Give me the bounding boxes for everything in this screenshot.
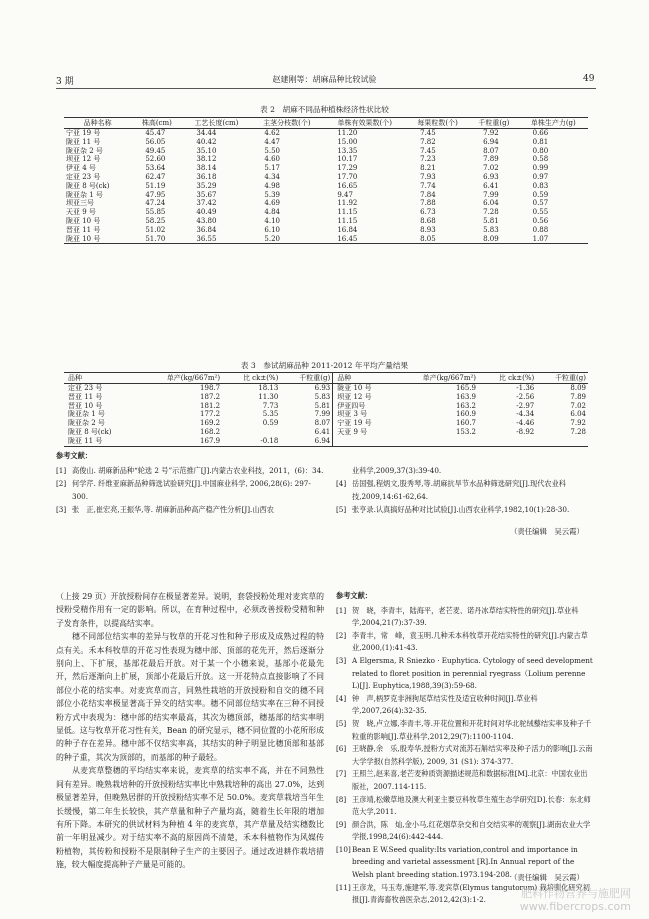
table2-cell: 5.17 xyxy=(264,164,280,173)
table3-cell: 7.89 xyxy=(570,392,586,401)
table2-cell: 47.95 xyxy=(145,190,166,199)
table2-col-header: 单株有效果数(个) xyxy=(323,118,406,129)
table2-cell: 49.45 xyxy=(145,146,166,155)
reference-text: Bean E W.Seed quality:Its variation,control and importance in breeding and varietal assessment [R].In Annual report of the Welsh plant breeding station.1973.194-208. xyxy=(352,844,578,880)
table3-cell: 198.7 xyxy=(200,384,221,392)
table2-cell: 陇亚 8 号(ck) xyxy=(66,181,110,190)
table3-cell: 8.09 xyxy=(570,384,586,392)
table3-cell: 6.94 xyxy=(314,436,331,445)
reference-number xyxy=(336,464,352,477)
table2-header-row xyxy=(64,118,588,129)
table3-cell: 167.9 xyxy=(200,436,221,445)
table2-cell: 16.65 xyxy=(337,181,358,190)
references-bottom xyxy=(336,590,594,907)
table2-cell: 7.23 xyxy=(420,155,436,164)
table2-cell: 16.84 xyxy=(337,225,358,234)
table-row xyxy=(64,164,588,173)
reference-item xyxy=(336,743,594,768)
table-row xyxy=(64,217,588,226)
table3-cell: 187.2 xyxy=(200,392,221,401)
table3-cell: 陇亚 10 号 xyxy=(333,384,393,393)
table-row xyxy=(64,226,588,235)
table2-cell: 7.82 xyxy=(420,137,436,146)
table3-cell: -0.18 xyxy=(260,436,279,445)
editor-credit-top: （责任编辑 吴云霞） xyxy=(510,527,584,536)
table2-cell: 15.00 xyxy=(337,137,358,146)
table-row xyxy=(64,199,588,208)
reference-text: 贺 晓,卢立娜,李青丰,等.开花位置和开花时间对华北驼绒藜结实率及种子千粒重的影响[J].草业科学,2012,29(7):1100-1104. xyxy=(352,718,592,741)
table2-cell: 11.20 xyxy=(337,129,358,137)
references-top-left xyxy=(56,449,324,516)
reference-text: 贺 晓，李青丰，陆海平，老芒麦、诺丹冰草结实特性的研究[J].草业科学,2004,21(7):37-39. xyxy=(352,605,579,628)
header-rule xyxy=(56,88,596,89)
table2-col-header: 千粒重(g) xyxy=(469,118,519,129)
table-row xyxy=(64,138,588,147)
table2-cell: 陇亚 10 号 xyxy=(66,234,101,243)
reference-number: [10] xyxy=(336,844,351,854)
table2-cell: 38.14 xyxy=(196,164,217,173)
table2-cell: 4.98 xyxy=(264,181,280,190)
table2-cell: 56.05 xyxy=(145,137,166,146)
table3-cell: 181.2 xyxy=(200,401,221,410)
reference-text: 王彦龙，马玉寿,施建军,等.麦宾草(Elymus tangutorum) 栽培驯化研究初报[J].青海畜牧兽医杂志,2012,42(3):1-2. xyxy=(352,882,590,905)
table2-cell: 8.07 xyxy=(483,146,499,155)
reference-item xyxy=(336,819,594,844)
table2-cell: 5.50 xyxy=(264,146,280,155)
table-row xyxy=(64,182,588,191)
table2-cell: 5.39 xyxy=(264,190,280,199)
table3-cell: -4.46 xyxy=(516,419,535,428)
table3-cell: 169.2 xyxy=(200,419,221,428)
table3-cell: 153.2 xyxy=(455,427,476,436)
table3-col-header: 比 ck±(%) xyxy=(478,373,536,384)
table2-col-header: 品种名称 xyxy=(64,118,131,129)
table2-col-header: 主茎分枝数(个) xyxy=(250,118,323,129)
table-row xyxy=(64,235,588,244)
reference-text: 颜合洪，陈 灿,金小马,红花烟草杂交和自交结实率的观察[J].湖南农业大学学报,1998,24(6):442-444. xyxy=(352,819,591,842)
table3-cell: 160.9 xyxy=(455,410,476,419)
table2-cell: 13.35 xyxy=(337,146,358,155)
table2-cell: 35.10 xyxy=(196,146,217,155)
table2-cell: 35.29 xyxy=(196,181,217,190)
table3-cell xyxy=(536,437,588,446)
table2-cell: 45.47 xyxy=(145,129,166,137)
table3-cell: 定亚 23 号 xyxy=(68,384,103,392)
table2-cell: 7.45 xyxy=(420,129,436,137)
table2-cell: 51.02 xyxy=(145,225,166,234)
body-paragraph: （上接 29 页）开放授粉间存在极显著差异。说明，套袋授粉处理对麦宾草的授粉受精作用有一定的影响。所以，在育种过程中，必须改善授粉受精和种子发育条件，以提高结实率。 xyxy=(56,592,324,628)
table2-cell: 9.47 xyxy=(337,190,353,199)
table-row xyxy=(64,173,588,182)
editor-credit-bottom: （责任编辑 吴云霞） xyxy=(510,873,584,882)
reference-text: A Elgersma, R Sniezko · Euphytica. Cytology of seed development related to floret position in perennial ryegrass（Lolium perenne L)[J]. Euphytica,1988,39(3):59-68. xyxy=(352,655,593,691)
table2-cell: 坝亚 12 号 xyxy=(66,155,101,164)
table3-cell: 晋亚 10 号 xyxy=(68,401,103,410)
table-row xyxy=(64,129,588,138)
reference-text: 钟 声,柄罗克非洲狗尾草结实性及适宜收种时间[J].草业科学,2007,26(4):32-35. xyxy=(352,693,538,716)
table2-cell: 6.93 xyxy=(483,172,499,181)
table2-cell: 8.68 xyxy=(420,216,436,225)
table3-cell: 5.81 xyxy=(314,401,331,410)
table2-cell: 17.29 xyxy=(337,164,358,173)
table2-cell: 36.84 xyxy=(196,225,217,234)
reference-number: [3] xyxy=(56,505,67,514)
table2-cell: 7.74 xyxy=(420,181,436,190)
table2-cell: 陇亚 10 号 xyxy=(66,216,101,225)
table2-cell: 47.24 xyxy=(145,199,166,208)
table2-cell: 37.42 xyxy=(196,199,217,208)
reference-text: 业科学,2009,37(3):39-40. xyxy=(352,466,442,475)
table2-cell: 0.99 xyxy=(532,164,549,173)
reference-item xyxy=(336,605,594,630)
table2-cell: 陇亚杂 2 号 xyxy=(66,146,103,155)
table2-cell: 定亚 23 号 xyxy=(66,172,101,181)
table2-cell: 陇亚 11 号 xyxy=(66,137,101,146)
table2-col-header: 株高(cm) xyxy=(131,118,182,129)
reference-text: 李青丰，常 峰，袁玉明.几种禾本科牧草开花结实特性的研究[J].内蒙古草业,2000,(1):41-43. xyxy=(352,630,588,653)
table2-cell: 38.12 xyxy=(196,155,217,164)
table3-cell: 7.73 xyxy=(262,401,279,410)
table3-cell: 163.2 xyxy=(455,401,476,410)
table2-caption: 表 2 胡麻不同品种植株经济性状比较 xyxy=(260,105,389,114)
table2-cell: 40.49 xyxy=(196,208,217,217)
table3-cell: 177.2 xyxy=(200,410,221,419)
reference-text: 张 正,崔宏亮,王振华,等. 胡麻新品种高产稳产性分析[J].山西农 xyxy=(72,505,274,514)
reference-item xyxy=(336,464,594,477)
table2-cell: 16.45 xyxy=(337,234,358,243)
table-row xyxy=(64,384,588,393)
table2-cell: 5.81 xyxy=(483,216,499,225)
table2-cell: 52.60 xyxy=(145,155,166,164)
watermark-line2: www.fibercrops.com xyxy=(519,900,631,913)
running-title: 赵建刚等：胡麻品种比较试验 xyxy=(272,75,377,84)
table2-cell: 7.84 xyxy=(420,190,436,199)
table2-cell: 7.45 xyxy=(420,146,436,155)
table3-cell: 6.93 xyxy=(314,384,331,392)
table-row xyxy=(64,428,588,437)
table3 xyxy=(64,372,588,447)
table3-cell xyxy=(333,437,393,446)
table2-cell: 0.66 xyxy=(532,129,549,137)
reference-text: 张亨录.认真搞好品种对比试验[J].山西农业科学,1982,10(1):28-30. xyxy=(352,505,570,514)
table2-cell: 6.73 xyxy=(420,208,436,217)
table2-cell: 天亚 9 号 xyxy=(66,208,96,217)
reference-item xyxy=(336,794,594,819)
table3-cell: 陇亚杂 1 号 xyxy=(68,410,105,419)
table2-cell: 11.15 xyxy=(337,208,358,217)
reference-number: [7] xyxy=(336,769,347,779)
table2-cell: 0.56 xyxy=(532,216,549,225)
table2-cell: 4.69 xyxy=(264,199,280,208)
running-header xyxy=(0,0,649,90)
table2-cell: 7.92 xyxy=(483,129,499,137)
table3-cell xyxy=(222,428,280,437)
reference-number: [8] xyxy=(336,794,347,804)
table2-cell: 51.19 xyxy=(145,181,166,190)
reference-number: [5] xyxy=(336,718,347,728)
table2-cell: 0.57 xyxy=(532,199,549,208)
table2-cell: 36.55 xyxy=(196,234,217,243)
reference-number: [9] xyxy=(336,819,347,829)
table-row xyxy=(64,147,588,156)
reference-text: 王晓静,余 乐,殷寿华,授粉方式对流苏石斛结实率及种子活力的影响[J].云南大学学报(自然科学版), 2009, 31 (S1): 374-377. xyxy=(352,744,593,766)
table2-cell: 0.88 xyxy=(532,225,549,234)
table3-caption: 表 3 参试胡麻品种 2011-2012 年平均产量结果 xyxy=(240,361,409,370)
issue-label: 3 期 xyxy=(56,77,74,87)
table2-col-header: 单株生产力(g) xyxy=(519,118,588,129)
table3-col-header: 单产(kg/667m²) xyxy=(393,373,478,384)
table2-cell: 7.28 xyxy=(483,208,499,217)
table2-cell: 6.10 xyxy=(264,225,280,234)
table2-cell: 34.44 xyxy=(196,129,217,137)
table2-cell: 0.81 xyxy=(532,137,549,146)
reference-number: [6] xyxy=(336,744,347,754)
table2-cell: 4.62 xyxy=(264,129,280,137)
table3-col-header: 比 ck±(%) xyxy=(222,373,280,384)
table3-cell: 陇亚 11 号 xyxy=(68,436,103,445)
table3-cell: 5.35 xyxy=(262,410,279,419)
table3-cell: 坝亚 3 号 xyxy=(333,410,393,419)
table2-cell: 43.80 xyxy=(196,216,217,225)
table2-cell: 晋亚 11 号 xyxy=(66,225,101,234)
table3-cell: 11.30 xyxy=(258,392,279,401)
table3-cell: 168.2 xyxy=(200,427,221,436)
table3-cell: 163.9 xyxy=(455,392,476,401)
watermark-line1: 肥料作物营养与施肥网 xyxy=(521,887,631,900)
reference-text: 高俊山. 胡麻新品种“轮选 2 号”示范推广[J].内蒙古农业科技，2011，(6)：34. xyxy=(72,466,324,475)
table2-cell: 0.58 xyxy=(532,155,549,164)
table3-cell: 宁亚 19 号 xyxy=(333,419,393,428)
table3-cell xyxy=(393,437,478,446)
table-row xyxy=(64,437,588,446)
table2-cell: 0.80 xyxy=(532,146,549,155)
table3-cell xyxy=(478,437,536,446)
reference-text: 岳国强,程炳文,股秀琴,等.胡麻抗旱节水品种筛选研究[J].现代农业科技,2009,14:61-62,64. xyxy=(352,479,566,501)
table2-cell: 8.05 xyxy=(420,234,436,243)
body-text xyxy=(56,590,324,872)
table3-cell: -2.56 xyxy=(516,392,535,401)
table3-cell: 165.9 xyxy=(455,384,476,392)
table3-cell: 陇亚杂 2 号 xyxy=(68,419,105,428)
table2-cell: 0.97 xyxy=(532,172,549,181)
table2-cell: 7.02 xyxy=(483,164,499,173)
references-bottom-title: 参考文献： xyxy=(336,591,372,600)
table3-cell: 晋亚 11 号 xyxy=(68,392,103,401)
table3-cell: -2.97 xyxy=(516,401,535,410)
table3-cell: 7.28 xyxy=(570,427,586,436)
reference-number: [2] xyxy=(336,630,347,640)
reference-item xyxy=(336,768,594,793)
table3-cell: -8.92 xyxy=(516,427,535,436)
reference-item xyxy=(336,503,594,516)
reference-item xyxy=(56,503,324,516)
reference-number: [3] xyxy=(336,655,347,665)
table3-cell: 坝亚 12 号 xyxy=(333,393,393,402)
table-row xyxy=(64,155,588,164)
body-paragraph: 穗不同部位结实率的差异与牧草的开花习性和种子形成及成熟过程的特点有关。禾本科牧草的开花习性表现为穗中部、顶部的花先开，然后逐渐分别向上、下扩展，基部花最后开放。对于某一个小穗来说，基部小花最先开，然后逐渐向上扩展，顶部小花最后开放。这一开花特点直接影响了不同部位小花的结实率。对麦宾草而言，同熟性栽培的开放授粉和自交的穗不同部位小花结实率极显著高于异交的结实率。穗不同部位结实率在三种不同授粉方式中表现为：穗中部的结实率最高，其次为穗顶部，穗基部的结实率明显低。这与牧草开花习性有关，Bean 的研究显示，穗不同位置的小花所形成的种子存在差异。穗中部不仅结实率高，其结实的种子明显比穗顶部和基部的种子重，其次为顶部的，而基部的种子最轻。 xyxy=(56,632,324,762)
table3-col-header: 单产(kg/667m²) xyxy=(137,373,222,384)
watermark xyxy=(520,887,631,913)
table3-cell: 陇亚 8 号(ck) xyxy=(68,427,112,436)
table3-cell: 7.99 xyxy=(314,410,331,419)
page-number: 49 xyxy=(583,74,595,84)
table2-cell: 0.59 xyxy=(532,190,549,199)
table2-cell: 7.89 xyxy=(483,155,499,164)
reference-text: 王照兰,赵来喜,老芒麦种质资源描述规范和数据标准[M].北京：中国农业出版社，2007.114-115. xyxy=(352,769,588,791)
table3-cell: 6.04 xyxy=(570,410,586,419)
table2-cell: 4.60 xyxy=(264,155,280,164)
table3-cell: 18.13 xyxy=(258,384,279,392)
references-top-right xyxy=(336,464,594,516)
table2-cell: 8.21 xyxy=(420,164,436,173)
table2-cell: 58.25 xyxy=(145,216,166,225)
table3-cell: 7.02 xyxy=(570,401,586,410)
reference-item xyxy=(336,630,594,655)
table-row xyxy=(64,393,588,402)
table3-cell: 6.41 xyxy=(314,427,331,436)
reference-number: [4] xyxy=(336,693,347,703)
table2-cell: 55.85 xyxy=(145,208,166,217)
table3-cell: 5.83 xyxy=(314,392,331,401)
table2-cell: 51.70 xyxy=(145,234,166,243)
table3-cell: 160.7 xyxy=(455,419,476,428)
table3-cell: 8.07 xyxy=(314,419,331,428)
table3-col-header: 千粒重(g) xyxy=(280,373,332,384)
table-row xyxy=(64,402,588,411)
table2-cell: 8.09 xyxy=(483,234,499,243)
table2-cell: 7.93 xyxy=(420,172,436,181)
reference-item xyxy=(336,655,594,693)
reference-item xyxy=(336,718,594,743)
table2-cell: 宁亚 19 号 xyxy=(66,129,101,137)
table2-col-header: 每果粒数(个) xyxy=(406,118,469,129)
table-row xyxy=(64,191,588,200)
table2-cell: 7.99 xyxy=(483,190,499,199)
reference-text: 何学芹. 纤维亚麻新品种筛选试验研究[J].中国麻业科学, 2006,28(6): 297-300. xyxy=(72,479,311,501)
table2-cell: 4.84 xyxy=(264,208,280,217)
table2-cell: 11.92 xyxy=(337,199,358,208)
table2-cell: 11.15 xyxy=(337,216,358,225)
table3-col-header: 品种 xyxy=(333,373,393,384)
references-title: 参考文献： xyxy=(56,451,92,460)
table2-cell: 陇亚杂 1 号 xyxy=(66,190,103,199)
table2-cell: 6.41 xyxy=(483,181,499,190)
reference-item xyxy=(336,477,594,503)
table2-cell: 0.55 xyxy=(532,208,549,217)
table2-cell: 17.70 xyxy=(337,172,358,181)
table-row xyxy=(64,208,588,217)
table3-cell: 天亚 9 号 xyxy=(333,428,393,437)
reference-number: [2] xyxy=(56,479,67,488)
table2-cell: 5.83 xyxy=(483,225,499,234)
table2-cell: 35.67 xyxy=(196,190,217,199)
table2-cell: 40.42 xyxy=(196,137,217,146)
table3-cell: -4.34 xyxy=(516,410,535,419)
table2 xyxy=(64,117,588,244)
table3-col-header: 千粒重(g) xyxy=(536,373,588,384)
table2-cell: 伊亚 4 号 xyxy=(66,164,96,173)
table2-cell: 6.94 xyxy=(483,137,499,146)
reference-number: [11] xyxy=(336,882,351,892)
table2-cell: 0.83 xyxy=(532,181,549,190)
table2-cell: 36.18 xyxy=(196,172,217,181)
table2-col-header: 工艺长度(cm) xyxy=(182,118,250,129)
table2-cell: 62.47 xyxy=(145,172,166,181)
table3-cell: -1.36 xyxy=(516,384,535,392)
table2-cell: 10.17 xyxy=(337,155,358,164)
reference-number: [5] xyxy=(336,505,347,514)
table2-cell: 5.20 xyxy=(264,234,280,243)
table2-cell: 53.64 xyxy=(145,164,166,173)
table2-cell: 4.47 xyxy=(264,137,280,146)
table2-cell: 8.93 xyxy=(420,225,436,234)
reference-text: 王彦靖,松嫩草地及澳大利亚主要豆科牧草生殖生态学研究[D].长春：东北师范大学,2011. xyxy=(352,794,591,817)
reference-item xyxy=(56,464,324,477)
body-paragraph: 从麦宾草整穗的平均结实率来说，麦宾草的结实率不高，并在不同熟性间有差异。晚熟栽培种的开放授粉结实率比中熟栽培种的高出 27.0%，达到极显著差异，但晚熟居群的开放授粉结实率不足 50.0%。麦宾草栽培当年生长缓慢，第二年生长较快，其产草量和种子产量均高，随着生长年限的增加有所下降。本研究的供试材料为种植 4 年的麦宾草，其产草量及结实穗数比前一年明显减少。对于结实率不高的原因尚不清楚，禾本科植物作为风媒传粉植物，其传粉和授粉不是限制种子生产的主要因子。通过改进耕作栽培措施，较大幅度提高种子产量是可能的。 xyxy=(56,766,324,870)
table3-header-row xyxy=(64,373,588,384)
reference-number: [1] xyxy=(336,605,347,615)
table2-cell: 4.10 xyxy=(264,216,280,225)
reference-number: [4] xyxy=(336,479,347,488)
reference-item xyxy=(56,477,324,503)
table-row xyxy=(64,419,588,428)
table2-cell: 1.07 xyxy=(532,234,549,243)
table2-cell: 坝亚三号 xyxy=(66,199,94,208)
reference-item xyxy=(336,693,594,718)
table-row xyxy=(64,410,588,419)
table2-cell: 6.04 xyxy=(483,199,499,208)
table2-cell: 4.34 xyxy=(264,172,280,181)
reference-number: [1] xyxy=(56,466,67,475)
table2-cell: 7.88 xyxy=(420,199,436,208)
table3-cell: 伊亚四号 xyxy=(333,402,393,411)
table3-cell: 7.92 xyxy=(570,419,586,428)
table3-cell: 0.59 xyxy=(262,419,279,428)
table3-col-header: 品种 xyxy=(64,373,137,384)
